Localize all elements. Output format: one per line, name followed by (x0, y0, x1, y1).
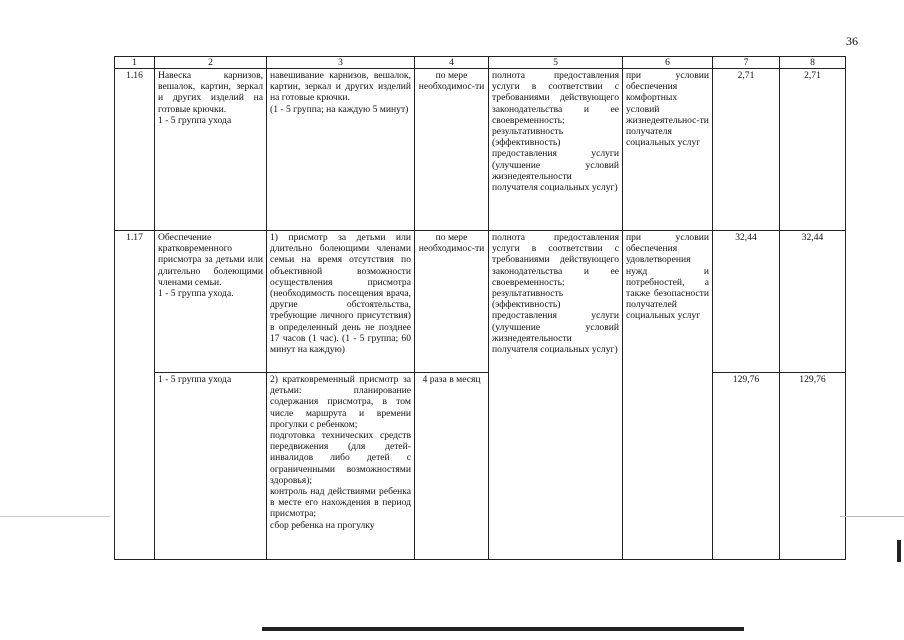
tariff-value: 32,44 (713, 231, 780, 373)
service-frequency: по мере необходимос-ти (415, 231, 489, 373)
tariff-value: 2,71 (780, 69, 846, 231)
scan-artifact-line (0, 516, 110, 517)
service-name: 1 - 5 группа ухода (155, 373, 267, 560)
scan-artifact-line (840, 516, 904, 517)
scan-bottom-mark (262, 627, 744, 631)
tariff-value: 129,76 (713, 373, 780, 560)
service-name: Навеска карнизов, вешалок, картин, зеркал и других изделий на готовые крючки. 1 - 5 группа ухода (155, 69, 267, 231)
table-row (115, 231, 846, 373)
header-cell: 7 (713, 57, 780, 69)
header-cell: 1 (115, 57, 155, 69)
service-content: 1) присмотр за детьми или длительно болеющими членами семьи на время отсутствия по объективной возможности осуществления присмотра (необходимость посещения врача, другие обстоятельства, требующие личного присутствия) в определенный день не позднее 17 часов (1 час). (1 - 5 группа; 60 минут на каждую) (267, 231, 415, 373)
row-number: 1.17 (115, 231, 155, 560)
header-cell: 8 (780, 57, 846, 69)
table-row (115, 373, 846, 560)
service-conditions: при условии обеспечения комфортных условий жизнедеятельнос-ти получателя социальных услуг (623, 69, 713, 231)
row-number: 1.16 (115, 69, 155, 231)
service-frequency: по мере необходимос-ти (415, 69, 489, 231)
header-cell: 2 (155, 57, 267, 69)
service-content: 2) кратковременный присмотр за детьми: планирование содержания присмотра, в том числе маршрута и времени прогулки с ребенком; подготовка технических средств передвижения (для детей-инвалидов либо детей с ограниченными возможностями здоровья); контроль над действиями ребенка в месте его нахождения в период присмотра; сбор ребенка на прогулку (267, 373, 415, 560)
table-row (115, 69, 846, 231)
quality-indicators: полнота предоставления услуги в соответствии с требованиями действующего законодательства и ее своевременность; результативность (эффективность) предоставления услуги (улучшение условий жизнедеятельности получателя социальных услуг) (489, 69, 623, 231)
table-header-row (115, 57, 846, 69)
page-number: 36 (846, 34, 858, 48)
header-cell: 4 (415, 57, 489, 69)
tariff-value: 129,76 (780, 373, 846, 560)
header-cell: 3 (267, 57, 415, 69)
header-cell: 5 (489, 57, 623, 69)
service-content: навешивание карнизов, вешалок, картин, зеркал и других изделий на готовые крючки. (1 - 5 группа; на каждую 5 минут) (267, 69, 415, 231)
services-table (114, 56, 846, 560)
header-cell: 6 (623, 57, 713, 69)
service-frequency: 4 раза в месяц (415, 373, 489, 560)
tariff-value: 32,44 (780, 231, 846, 373)
service-conditions: при условии обеспечения удовлетворения нужд и потребностей, а также безопасности получателей социальных услуг (623, 231, 713, 560)
scan-edge-mark (897, 540, 901, 562)
quality-indicators: полнота предоставления услуги в соответствии с требованиями действующего законодательства и ее своевременность; результативность (эффективность) предоставления услуги (улучшение условий жизнедеятельности получателя социальных услуг) (489, 231, 623, 560)
tariff-value: 2,71 (713, 69, 780, 231)
service-name: Обеспечение кратковременного присмотра за детьми или длительно болеющими членами семьи. 1 - 5 группа ухода. (155, 231, 267, 373)
